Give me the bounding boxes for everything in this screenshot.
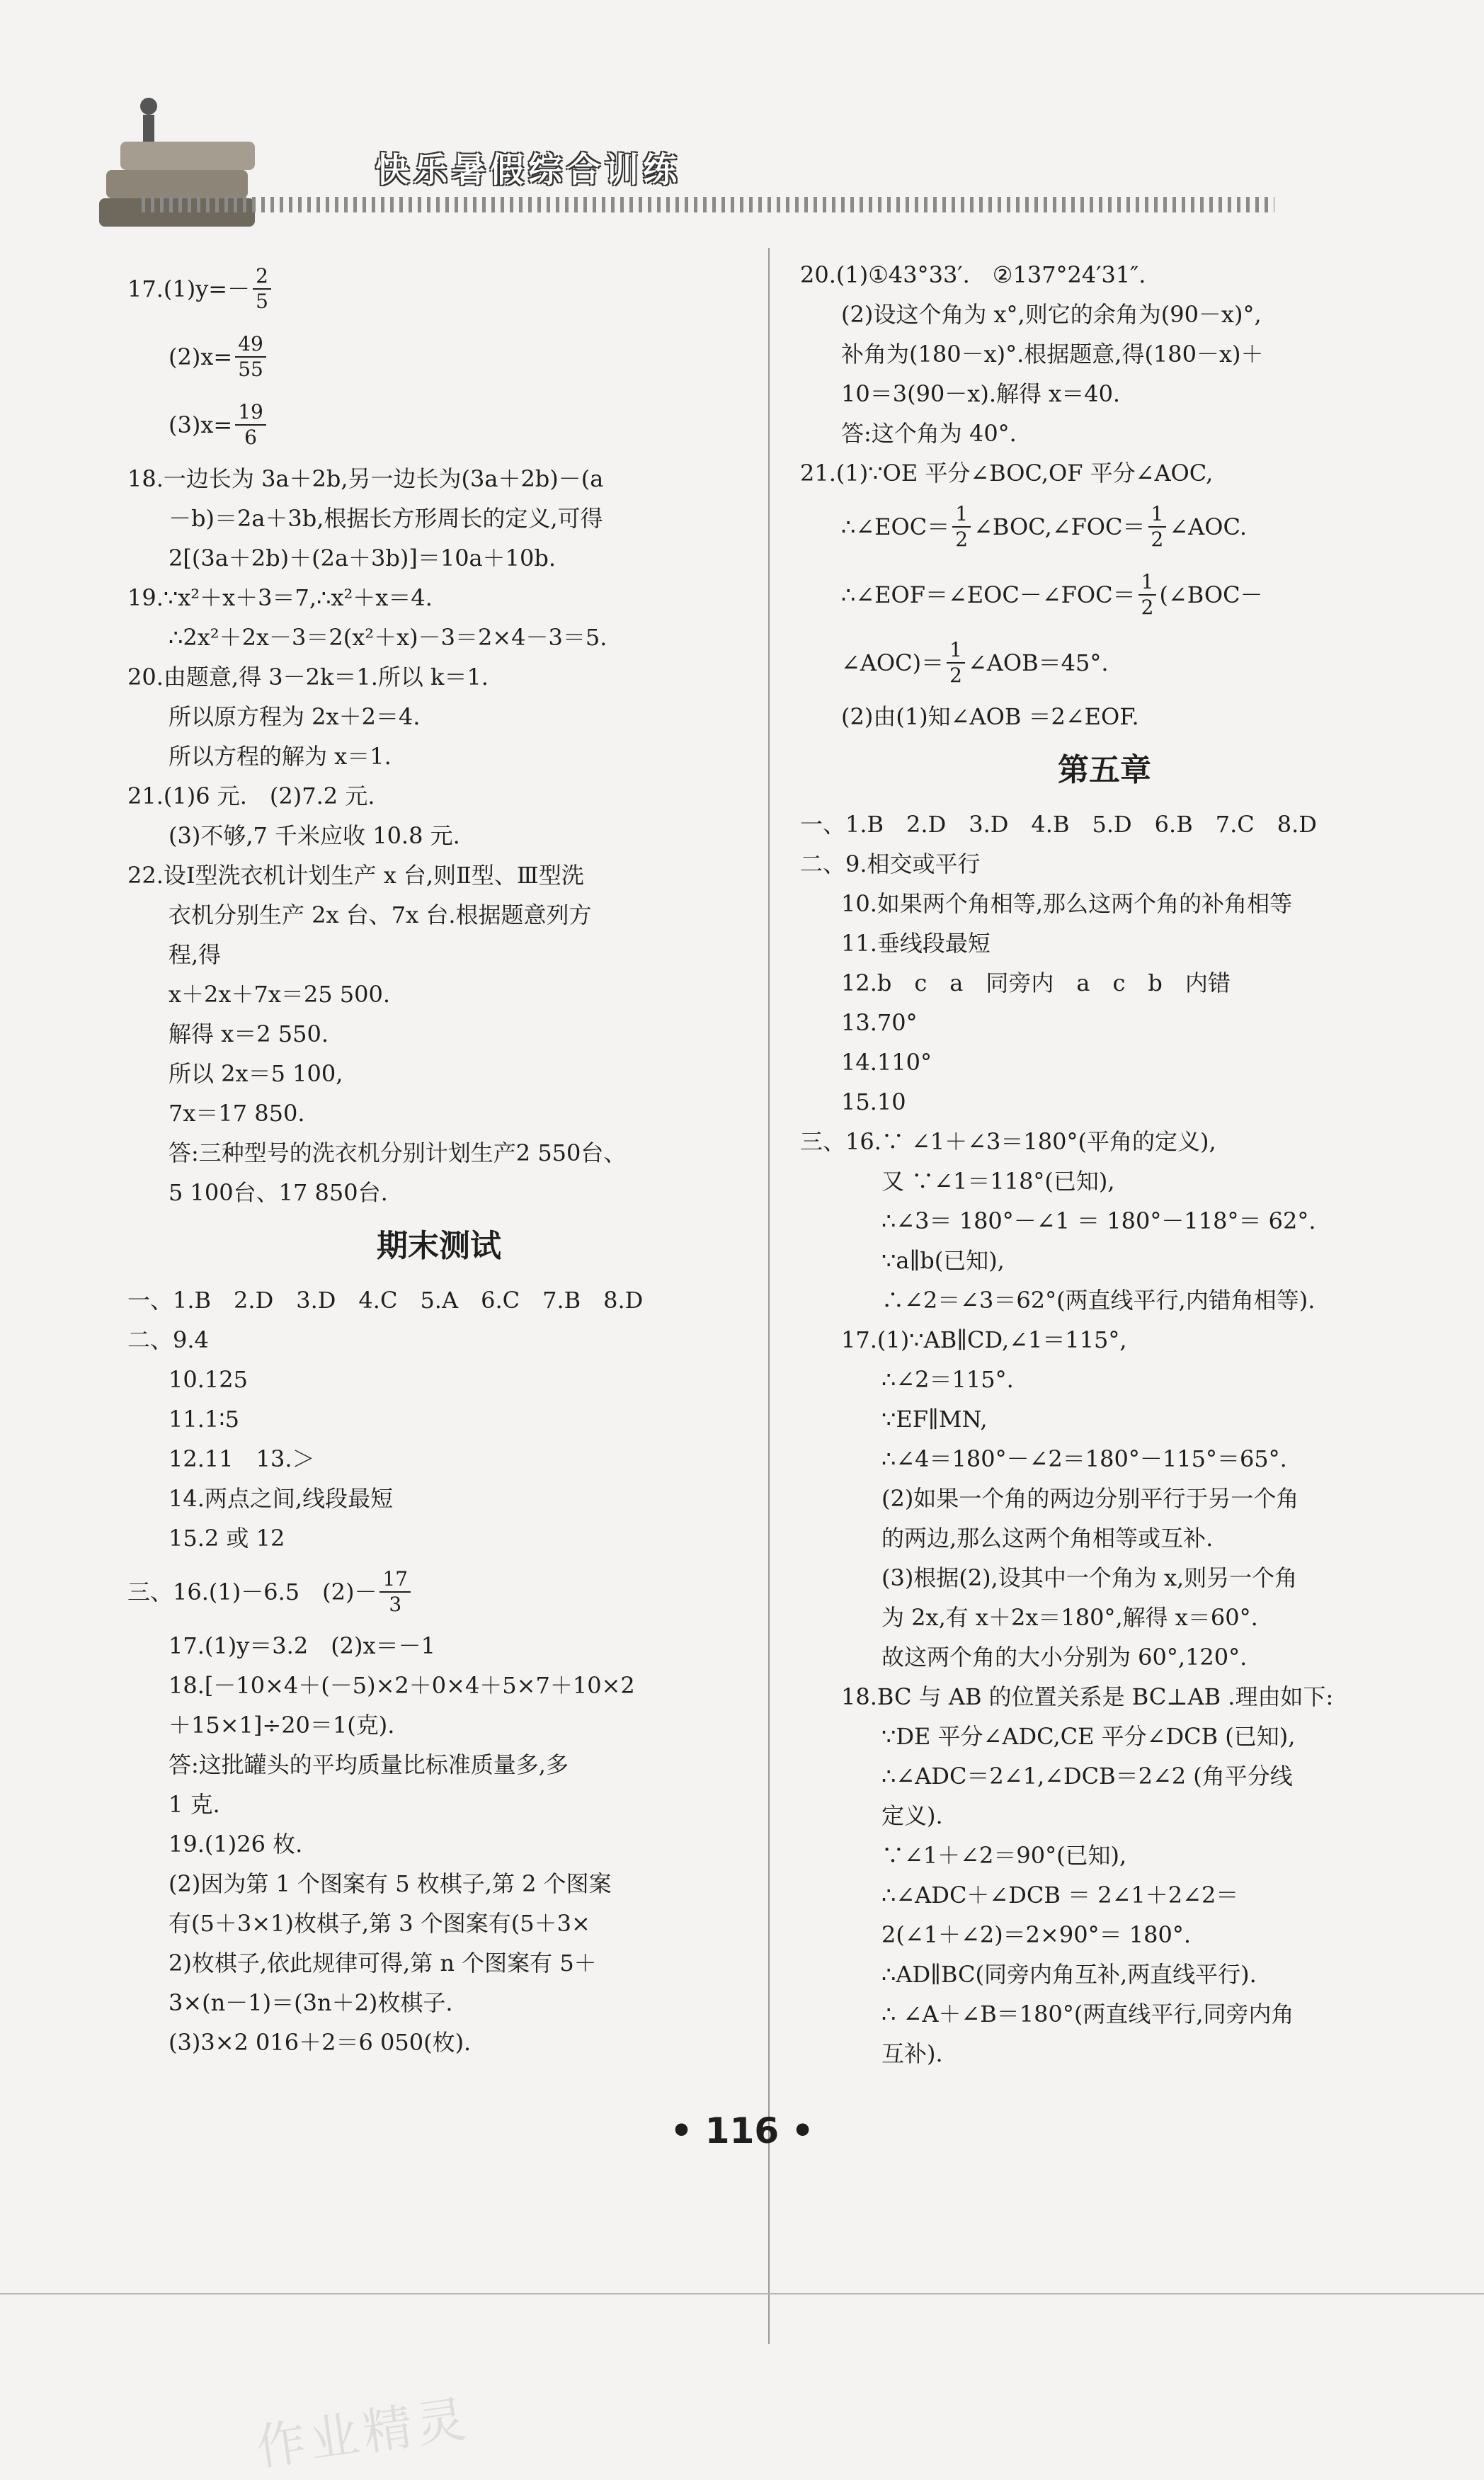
answer-line: x＋2x＋7x＝25 500. [169,981,391,1008]
answer-line: 7x＝17 850. [169,1100,305,1127]
answer-line: 19.∵x²＋x＋3＝7,∴x²＋x＝4. [127,584,433,611]
answer-line: 2(∠1＋∠2)＝2×90°＝ 180°. [881,1921,1191,1948]
fraction: $\frac{1}{2}$ [1148,502,1167,552]
answer-line: (2)设这个角为 x°,则它的余角为(90－x)°, [841,301,1262,328]
answer-line: 5 100台、17 850台. [169,1179,388,1206]
section-title-chapter5: 第五章 [1058,752,1151,788]
answer-line: 14.110° [841,1049,932,1076]
answer-line: 18.[－10×4＋(－5)×2＋0×4＋5×7＋10×2 [169,1672,635,1699]
answer-line: 21.(1)∵OE 平分∠BOC,OF 平分∠AOC, [800,460,1214,487]
answer-line: 衣机分别生产 2x 台、7x 台.根据题意列方 [169,901,592,928]
answer-line: 一、1.B 2.D 3.D 4.C 5.A 6.C 7.B 8.D [127,1287,644,1314]
answer-line: 又 ∵∠1＝118°(已知), [881,1168,1115,1195]
answer-line: (2)由(1)知∠AOB ＝2∠EOF. [841,703,1139,730]
answer-line: (3)x= $\frac{19}{6}$ [127,391,750,459]
answer-line: ∴∠EOC＝ $\frac{1}{2}$ ∠BOC,∠FOC＝ $\frac{1}{2}$ ∠AOC. [841,502,1248,551]
answer-line: 11.垂线段最短 [841,930,991,957]
answer-line: 所以 2x＝5 100, [169,1060,343,1087]
fraction: $\frac{1}{2}$ [952,502,971,552]
answer-line: 20.由题意,得 3－2k＝1.所以 k＝1. [127,664,489,690]
books-icon [92,92,276,234]
answer-line: ∵a∥b(已知), [881,1247,1005,1274]
answer-line: 答:这个角为 40°. [841,420,1017,447]
answer-line: 17.(1)y=－ $\frac{2}{5}$ [127,255,750,323]
answer-line: 20.(1)①43°33′. ②137°24′31″. [800,261,1146,288]
fraction: $\frac{49}{55}$ [235,332,266,382]
answer-line: 22.设Ⅰ型洗衣机计划生产 x 台,则Ⅱ型、Ⅲ型洗 [127,862,584,889]
answer-line: 18.BC 与 AB 的位置关系是 BC⊥AB .理由如下: [841,1683,1334,1710]
answer-line: 所以方程的解为 x＝1. [169,743,392,770]
answer-line: 有(5＋3×1)枚棋子,第 3 个图案有(5＋3× [169,1910,590,1937]
answer-line: ∠AOC)＝ $\frac{1}{2}$ ∠AOB＝45°. [841,638,1109,687]
fraction: $\frac{19}{6}$ [235,400,266,450]
answer-line: ∴∠4＝180°－∠2＝180°－115°＝65°. [881,1445,1287,1472]
answer-line: ∵DE 平分∠ADC,CE 平分∠DCB (已知), [881,1723,1296,1750]
answer-line: 二、9.4 [127,1326,209,1353]
answer-line: 2[(3a＋2b)＋(2a＋3b)]＝10a＋10b. [169,545,556,571]
answer-line: 三、16.(1)－6.5 (2)－ $\frac{17}{3}$ [127,1558,750,1626]
answer-line: 10＝3(90－x).解得 x＝40. [841,380,1121,407]
answer-line: 答:这批罐头的平均质量比标准质量多,多 [169,1751,569,1778]
answer-line: (2)因为第 1 个图案有 5 枚棋子,第 2 个图案 [169,1870,612,1897]
answer-line: 10.如果两个角相等,那么这两个角的补角相等 [841,890,1293,917]
answer-line: 互补). [881,2040,943,2067]
left-column [127,255,750,2062]
fraction: $\frac{1}{2}$ [947,638,965,688]
answer-line: (3)3×2 016＋2＝6 050(枚). [169,2029,472,2056]
watermark: 作业精灵 [252,2389,474,2477]
answer-line: 解得 x＝2 550. [169,1020,329,1047]
answer-line: 13.70° [841,1009,918,1036]
answer-line: 19.(1)26 枚. [169,1831,303,1858]
answer-line: 12.b c a 同旁内 a c b 内错 [841,969,1231,996]
answer-line: (2)x= $\frac{49}{55}$ [127,323,750,391]
answer-line: ∴∠EOF＝∠EOC－∠FOC＝ $\frac{1}{2}$ (∠BOC－ [841,570,1263,619]
answer-line: ＋15×1]÷20＝1(克). [169,1712,395,1739]
answer-line: 定义). [881,1802,943,1829]
answer-line: ∴∠ADC＝2∠1,∠DCB＝2∠2 (角平分线 [881,1763,1293,1790]
answer-line: 2)枚棋子,依此规律可得,第 n 个图案有 5＋ [169,1950,597,1976]
answer-line: 17.(1)∵AB∥CD,∠1＝115°, [841,1326,1127,1353]
answer-line: 的两边,那么这两个角相等或互补. [881,1525,1214,1552]
answer-line: ∴∠2＝115°. [881,1366,1014,1393]
fold-line [0,2293,1484,2294]
answer-line: －b)＝2a＋3b,根据长方形周长的定义,可得 [169,505,603,532]
answer-line: 11.1∶5 [169,1406,239,1433]
answer-line: 14.两点之间,线段最短 [169,1485,394,1512]
answer-line: ∵EF∥MN, [881,1406,988,1433]
answer-line: ∴ ∠A＋∠B＝180°(两直线平行,同旁内角 [881,2001,1294,2027]
answer-line: 一、1.B 2.D 3.D 4.B 5.D 6.B 7.C 8.D [800,811,1317,838]
answer-line: ∴∠ADC＋∠DCB ＝ 2∠1＋2∠2＝ [881,1882,1239,1909]
fraction: $\frac{1}{2}$ [1138,570,1157,620]
answer-line: 18.一边长为 3a＋2b,另一边长为(3a＋2b)－(a [127,465,604,492]
answer-line: 3×(n－1)＝(3n＋2)枚棋子. [169,1989,453,2016]
answer-line: ∴∠2＝∠3＝62°(两直线平行,内错角相等). [881,1287,1315,1314]
answer-line: 17.(1)y＝3.2 (2)x＝－1 [169,1632,435,1659]
answer-line: 三、16.∵ ∠1＋∠3＝180°(平角的定义), [800,1128,1216,1155]
header-title: 快乐暑假综合训练 [375,149,682,190]
answer-line: ∵∠1＋∠2＝90°(已知), [881,1842,1127,1869]
section-title-final: 期末测试 [377,1228,501,1264]
answer-line: 故这两个角的大小分别为 60°,120°. [881,1644,1248,1671]
answer-line: (2)如果一个角的两边分别平行于另一个角 [881,1485,1299,1512]
answer-line: 二、9.相交或平行 [800,851,981,877]
right-column [800,255,1409,2074]
answer-line: ∴AD∥BC(同旁内角互补,两直线平行). [881,1961,1257,1988]
answer-line: 15.2 或 12 [169,1525,285,1552]
answer-line: 12.11 13.＞ [169,1445,315,1472]
column-divider [768,248,770,2344]
header-divider [142,197,1274,212]
answer-line: 10.125 [169,1366,248,1393]
answer-line: (3)根据(2),设其中一个角为 x,则另一个角 [881,1564,1298,1591]
answer-line: 所以原方程为 2x＋2＝4. [169,703,421,730]
answer-line: 15.10 [841,1088,906,1115]
answer-line: 1 克. [169,1791,220,1818]
answer-line: 21.(1)6 元. (2)7.2 元. [127,783,375,809]
answer-line: ∴∠3＝ 180°－∠1 ＝ 180°－118°＝ 62°. [881,1207,1316,1234]
fraction: $\frac{17}{3}$ [379,1567,411,1617]
answer-line: 答:三种型号的洗衣机分别计划生产2 550台、 [169,1139,627,1166]
page-number: • 116 • [670,2110,814,2151]
answer-line: (3)不够,7 千米应收 10.8 元. [169,822,460,849]
answer-line: 为 2x,有 x＋2x＝180°,解得 x＝60°. [881,1604,1258,1631]
answer-line: ∴2x²＋2x－3＝2(x²＋x)－3＝2×4－3＝5. [169,624,607,651]
fraction: $\frac{2}{5}$ [253,264,271,314]
answer-line: 程,得 [169,941,222,968]
answer-line: 补角为(180－x)°.根据题意,得(180－x)＋ [841,341,1264,368]
